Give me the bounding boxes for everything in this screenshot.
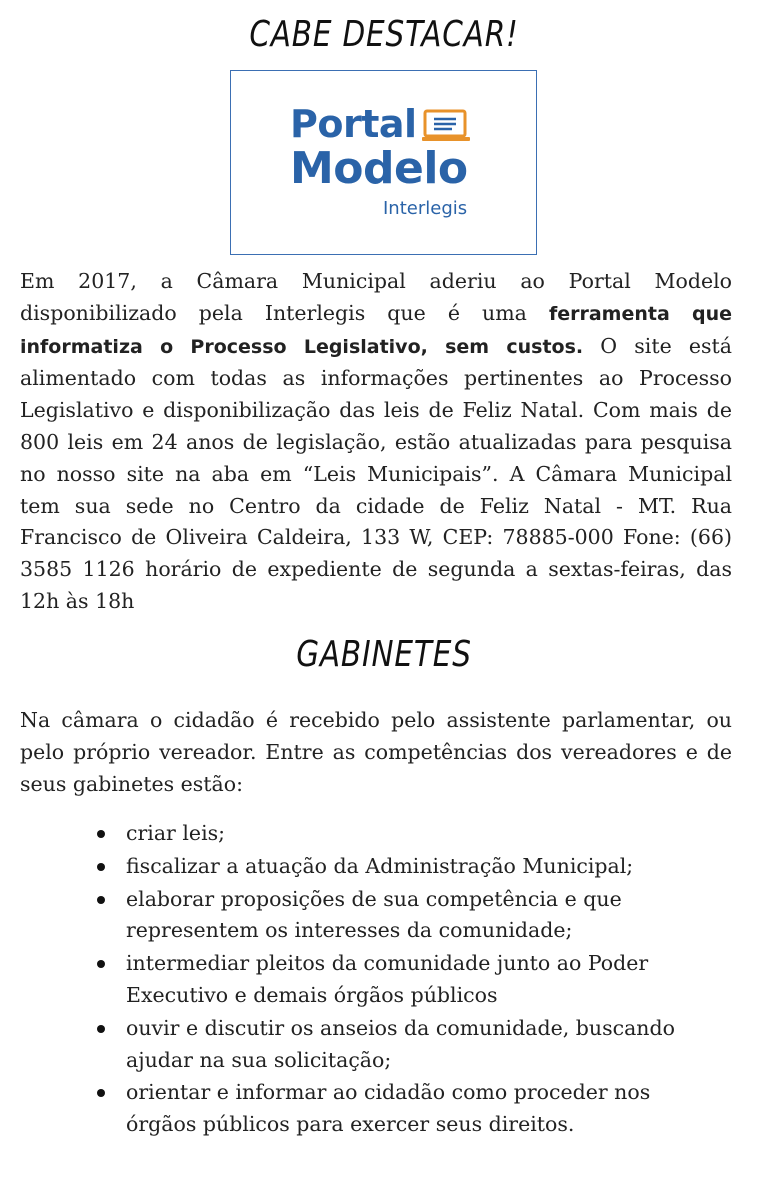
portal-modelo-logo <box>230 70 537 255</box>
logo-word-modelo: Modelo <box>290 143 468 194</box>
bullet-icon <box>97 960 105 968</box>
list-item <box>90 1013 710 1077</box>
bullet-icon <box>97 896 105 904</box>
intro-paragraph <box>20 266 732 618</box>
list-item-text: orientar e informar ao cidadão como proceder nos órgãos públicos para exercer seus direitos. <box>126 1080 651 1137</box>
bullet-icon <box>97 1025 105 1033</box>
gabinetes-paragraph: Na câmara o cidadão é recebido pelo assistente parlamentar, ou pelo próprio vereador. Entre as competências dos vereadores e de seus gabinetes estão: <box>20 708 732 796</box>
intro-bold-highlight: ferramenta que informatiza o Processo Legislativo, sem custos. <box>20 302 732 358</box>
bullet-icon <box>97 830 105 838</box>
intro-text-end: O site está alimentado com todas as informações pertinentes ao Processo Legislativo e disponibilização das leis de Feliz Natal. Com mais de 800 leis em 24 anos de legislação, estão atualizadas para pesquisa no nosso site na aba em “Leis Municipais”. A Câmara Municipal tem sua sede no Centro da cidade de Feliz Natal - MT. Rua Francisco de Oliveira Caldeira, 133 W, CEP: 78885-000 Fone: (66) 3585 1126 horário de expediente de segunda a sextas-feiras, das 12h às 18h <box>20 333 733 613</box>
list-item-text: ouvir e discutir os anseios da comunidade, buscando ajudar na sua solicitação; <box>126 1015 675 1072</box>
section-heading-gabinetes: GABINETES <box>296 634 472 675</box>
list-item-text: fiscalizar a atuação da Administração Municipal; <box>126 853 634 878</box>
competencias-list <box>90 818 710 1142</box>
logo-subtitle: Interlegis <box>383 198 468 219</box>
list-item-text: intermediar pleitos da comunidade junto ao Poder Executivo e demais órgãos públicos <box>126 951 649 1007</box>
list-item-text: criar leis; <box>126 821 226 845</box>
list-item-text: elaborar proposições de sua competência e que representem os interesses da comunidade; <box>126 886 622 943</box>
list-item <box>90 948 710 1012</box>
logo-word-portal: Portal <box>290 102 417 146</box>
bullet-icon <box>97 1089 105 1097</box>
list-item <box>90 818 710 850</box>
intro-text-start: Em 2017, a Câmara Municipal aderiu ao Portal Modelo disponibilizado pela Interlegis que é uma <box>20 269 732 325</box>
monitor-icon <box>422 109 472 147</box>
list-item <box>90 884 710 948</box>
section-heading-cabe-destacar: CABE DESTACAR! <box>249 14 519 55</box>
bullet-icon <box>97 863 105 871</box>
list-item <box>90 851 710 883</box>
list-item <box>90 1077 710 1141</box>
